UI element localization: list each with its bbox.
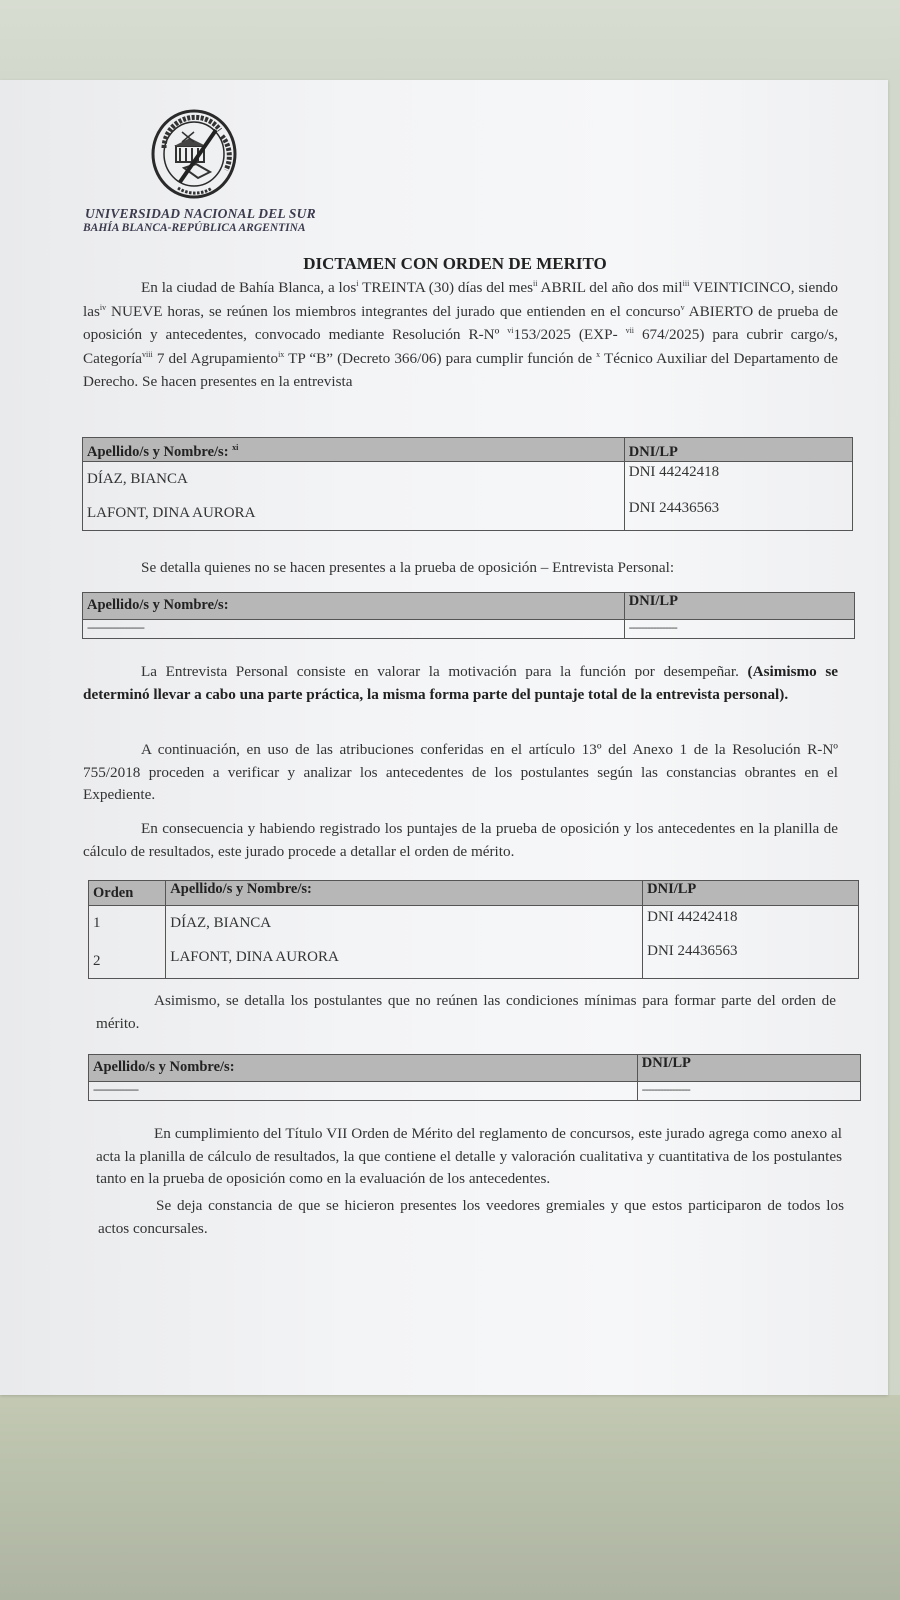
- table-row-order: 1: [93, 915, 101, 931]
- footnote-ref: x: [596, 349, 601, 359]
- table-cell-orders: [89, 906, 166, 979]
- table-cell-dni-empty: ----------------: [637, 1082, 860, 1101]
- intro-text: ABIERTO de prueba de oposición y antecedentes, convocado mediante Resolución R-Nº: [83, 302, 838, 343]
- intro-text: Técnico Auxiliar del Departamento de Derecho. Se hacen presentes en la entrevista: [83, 349, 838, 390]
- university-seal-icon: [150, 108, 238, 200]
- column-header-dni: DNI/LP: [643, 881, 859, 906]
- page-title: DICTAMEN CON ORDEN DE MERITO: [303, 254, 607, 273]
- table-cell-dnis: [643, 906, 859, 979]
- absent-intro: [83, 557, 838, 580]
- present-candidates-table: [82, 437, 853, 531]
- intro-text: En la ciudad de Bahía Blanca, a los: [141, 279, 357, 296]
- closing-paragraph: [98, 1195, 844, 1240]
- column-header-name: Apellido/s y Nombre/s:: [166, 881, 643, 906]
- table-row-name: LAFONT, DINA AURORA: [170, 949, 339, 965]
- interview-bold-text: (Asimismo se determinó llevar a cabo una parte práctica, la misma forma parte del puntaje total de la entrevista personal): [83, 663, 838, 703]
- interview-text: La Entrevista Personal consiste en valorar la motivación para la función por desempeñar.: [141, 663, 748, 680]
- intro-text: 7 del Agrupamiento: [152, 349, 279, 367]
- table-cell-names: [166, 906, 643, 979]
- intro-text: NUEVE horas, se reúnen los miembros integrantes del jurado que entienden en el concurso: [106, 302, 681, 320]
- consequence-text: En consecuencia y habiendo registrado los puntajes de la prueba de oposición y los antecedentes en la planilla de cálculo de resultados, este jurado procede a detallar el orden de mérito.: [83, 820, 838, 860]
- not-meeting-table: [88, 1054, 861, 1101]
- footnote-ref: ii: [533, 279, 538, 288]
- column-header-dni: DNI/LP: [637, 1055, 860, 1082]
- continuation-paragraph: [83, 739, 838, 807]
- annex-text: En cumplimiento del Título VII Orden de Mérito del reglamento de concursos, este jurado agrega como anexo al acta la planilla de cálculo de resultados, la que contiene el detalle y valoración cualitativa y cuantitativa de los postulantes tanto en la prueba de oposición como en la evaluación de los antecedentes.: [96, 1125, 842, 1187]
- intro-text: TREINTA (30) días del mes: [358, 279, 534, 296]
- absent-text: Se detalla quienes no se hacen presentes a la prueba de oposición – Entrevista Personal:: [141, 559, 675, 576]
- footnote-ref: ix: [278, 349, 285, 359]
- closing-text: Se deja constancia de que se hicieron presentes los veedores gremiales y que estos participaron de todos los actos concursales.: [98, 1197, 844, 1237]
- footnote-ref: vii: [625, 326, 635, 335]
- table-cell-name-empty: ---------------: [89, 1082, 638, 1101]
- table-row-dni: DNI 24436563: [628, 500, 720, 516]
- intro-text: 153/2025 (EXP-: [513, 326, 626, 343]
- column-header-dni: DNI/LP: [624, 438, 852, 462]
- intro-text: VEINTICINCO, siendo las: [83, 279, 838, 320]
- footnote-ref: xi: [232, 443, 239, 452]
- footnote-ref: iv: [99, 302, 107, 312]
- table-row-dni: DNI 44242418: [647, 909, 738, 925]
- column-header-dni: DNI/LP: [624, 593, 854, 620]
- university-name: UNIVERSIDAD NACIONAL DEL SUR: [85, 206, 316, 221]
- continuation-text: A continuación, en uso de las atribuciones conferidas en el artículo 13º del Anexo 1 de la Resolución R-Nº 755/2018 proceden a verificar y analizar los antecedentes de los postulantes según las constancias obrantes en el Expediente.: [83, 741, 838, 803]
- intro-text: 674/2025) para cubrir cargo/s, Categoría: [83, 326, 838, 367]
- intro-text: ABRIL del año dos mil: [537, 279, 683, 296]
- university-location: BAHÍA BLANCA-REPÚBLICA ARGENTINA: [83, 222, 306, 234]
- table-cell-dni-empty: ----------------: [624, 620, 854, 639]
- merit-order-table: [88, 880, 859, 979]
- table-cell-names: [83, 462, 625, 531]
- intro-paragraph: [83, 276, 838, 394]
- column-header-name: Apellido/s y Nombre/s:: [83, 593, 625, 620]
- table-cell-name-empty: -------------------: [83, 620, 625, 639]
- table-row-name: LAFONT, DINA AURORA: [87, 505, 256, 521]
- table-cell-dnis: [624, 462, 852, 531]
- column-header-name: Apellido/s y Nombre/s:: [89, 1055, 638, 1082]
- table-surface: [0, 1395, 900, 1600]
- table-row-name: DÍAZ, BIANCA: [170, 915, 272, 931]
- column-header-order: Orden: [89, 881, 166, 906]
- footnote-ref: iii: [682, 279, 690, 288]
- interview-paragraph: [83, 661, 838, 706]
- not-meeting-paragraph: [96, 990, 836, 1035]
- footnote-ref: viii: [142, 349, 153, 359]
- table-row-dni: DNI 24436563: [647, 943, 738, 959]
- interview-end: .: [784, 685, 789, 703]
- table-row-order: 2: [93, 953, 101, 969]
- table-row-dni: DNI 44242418: [628, 464, 720, 480]
- footnote-ref: vi: [507, 326, 514, 335]
- table-row-name: DÍAZ, BIANCA: [87, 471, 188, 487]
- column-header-name: Apellido/s y Nombre/s: $^{xi}$: [83, 438, 625, 462]
- not-meeting-text: Asimismo, se detalla los postulantes que no reúnen las condiciones mínimas para formar parte del orden de mérito.: [96, 992, 836, 1032]
- consequence-paragraph: [83, 818, 838, 863]
- annex-paragraph: [96, 1123, 842, 1191]
- intro-text: TP “B” (Decreto 366/06) para cumplir función de: [284, 349, 597, 367]
- footnote-ref: v: [680, 302, 685, 312]
- footnote-ref: i: [356, 279, 359, 288]
- absent-candidates-table: [82, 592, 855, 639]
